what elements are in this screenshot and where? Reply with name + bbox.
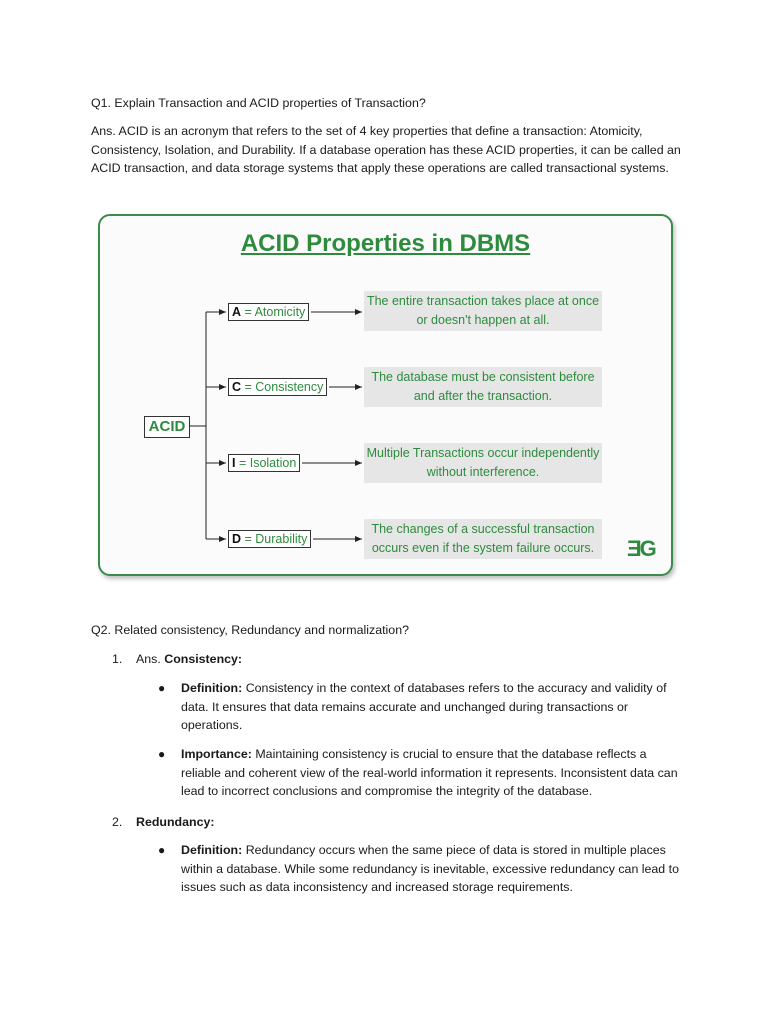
atomicity-box	[228, 303, 309, 321]
bullet-icon: ●	[158, 843, 166, 857]
durability-description: The changes of a successful transaction occurs even if the system failure occurs.	[364, 519, 602, 559]
acid-root-box: ACID	[144, 416, 190, 438]
q1-question: Q1. Explain Transaction and ACID properties of Transaction?	[91, 96, 426, 110]
bullet-term: Definition:	[181, 681, 243, 695]
list-prefix: Ans.	[136, 652, 165, 666]
list-heading: Redundancy:	[136, 815, 215, 829]
consistency-letter: C	[232, 380, 242, 394]
q1-answer: Ans. ACID is an acronym that refers to the set of 4 key properties that define a transaction: Atomicity, Consistency, Isolation, and Durability. If a database operation has these ACID properties, it can be called an ACID transaction, and data storage systems that apply these operations are called transactional systems.	[91, 124, 681, 176]
q2-question: Q2. Related consistency, Redundancy and normalization?	[91, 623, 409, 637]
durability-label: = Durability	[241, 532, 308, 546]
bullet-icon: ●	[158, 681, 166, 695]
bullet-body: Maintaining consistency is crucial to ensure that the database reflects a reliable and coherent view of the real-world information it represents. Inconsistent data can lead to incorrect conclusions and compromise the integrity of the database.	[181, 747, 678, 799]
bullet-text	[181, 745, 681, 801]
isolation-description: Multiple Transactions occur independently without interference.	[364, 443, 602, 483]
durability-box	[228, 530, 311, 548]
isolation-box	[228, 454, 300, 472]
acid-diagram	[98, 214, 673, 576]
bullet-icon: ●	[158, 747, 166, 761]
durability-letter: D	[232, 532, 242, 546]
diagram-title: ACID Properties in DBMS	[240, 230, 531, 257]
list-number: 1.	[112, 652, 123, 666]
list-number: 2.	[112, 815, 123, 829]
atomicity-description: The entire transaction takes place at once or doesn't happen at all.	[364, 291, 602, 331]
bullet-body: Redundancy occurs when the same piece of data is stored in multiple places within a database. While some redundancy is inevitable, excessive redundancy can lead to issues such as data inconsistency and increased storage requirements.	[181, 843, 679, 895]
bullet-body: Consistency in the context of databases refers to the accuracy and validity of data. It ensures that data remains accurate and unchanged during transactions or operations.	[181, 681, 667, 733]
isolation-label: = Isolation	[235, 456, 297, 470]
bullet-term: Importance:	[181, 747, 252, 761]
consistency-label: = Consistency	[241, 380, 324, 394]
bullet-term: Definition:	[181, 843, 243, 857]
bullet-text	[181, 841, 681, 897]
bullet-text	[181, 679, 681, 735]
isolation-letter: I	[232, 456, 236, 470]
list-heading: Consistency:	[164, 652, 243, 666]
consistency-description: The database must be consistent before and after the transaction.	[364, 367, 602, 407]
consistency-box	[228, 378, 327, 396]
gfg-logo: ƎG	[627, 536, 655, 561]
atomicity-letter: A	[232, 305, 242, 319]
atomicity-label: = Atomicity	[241, 305, 306, 319]
